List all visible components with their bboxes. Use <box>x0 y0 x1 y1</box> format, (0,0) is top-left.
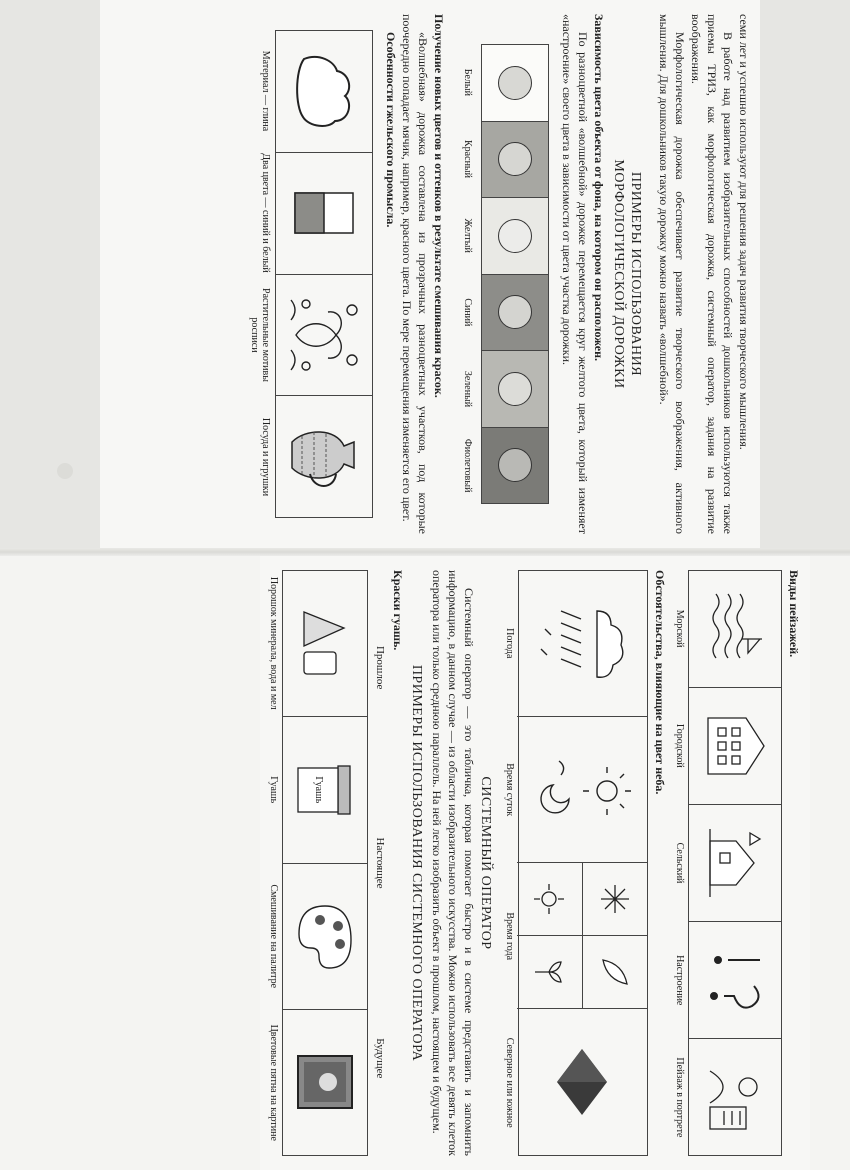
paragraph-colour-path: По разноцветной «волшебной» дорожке перемещается круг желтого цвета, который изменяет «настроение» своего цвета в зависимости от цвета участка дорожки. <box>560 14 590 534</box>
title-line-2: МОРФОЛОГИЧЕСКОЙ ДОРОЖКИ <box>611 159 626 389</box>
heading-gzhel: Особенности гжельского промысла. <box>384 32 398 228</box>
palette-icon <box>283 864 367 1010</box>
bottom-page-content <box>260 556 810 1170</box>
top-page <box>100 0 760 548</box>
scan-margin-right <box>760 0 850 548</box>
gzhel-caption: Два цвета — синий и белый <box>260 153 271 273</box>
gouache-caption: Гуашь <box>268 776 279 804</box>
village-icon <box>689 805 781 922</box>
sky-pictures <box>518 570 648 1156</box>
colour-strip <box>481 44 549 504</box>
gzhel-caption: Материал — глина <box>260 50 271 132</box>
north-south-icon <box>517 1009 647 1155</box>
time-label-future: Будущее <box>374 1038 386 1079</box>
jar-label: Гуашь <box>313 776 324 804</box>
gzhel-pictures <box>275 30 373 518</box>
circle-icon <box>498 142 532 176</box>
gouache-table <box>268 570 368 1156</box>
landscape-caption: Настроение <box>674 955 685 1006</box>
painting-icon <box>283 1010 367 1155</box>
jug-icon <box>276 396 372 517</box>
gouache-caption: Порошок минерала, вода и мел <box>268 576 279 710</box>
top-page-content <box>100 0 760 548</box>
page-fold <box>0 548 850 556</box>
colour-label: Синий <box>462 298 473 327</box>
landscape-caption: Морской <box>674 609 685 648</box>
gouache-jar-icon <box>283 717 367 863</box>
weather-icon <box>517 571 647 717</box>
time-label-past: Прошлое <box>374 645 386 690</box>
section-title <box>610 14 644 534</box>
landscape-caption: Сельский <box>674 842 685 884</box>
floral-pattern-icon <box>276 275 372 397</box>
sky-caption: Время года <box>504 912 515 961</box>
scan-margin-left <box>0 0 100 548</box>
colour-label: Белый <box>462 68 473 96</box>
sky-captions <box>504 570 515 1156</box>
paragraph-morph: Морфологическая дорожка обеспечивает развитие творческого воображения, активного мышления. Для дошкольников такую дорожку можно назвать «волшебной». <box>657 14 687 534</box>
seasons-grid <box>517 863 647 1008</box>
title-line-1: ПРИМЕРЫ ИСПОЛЬЗОВАНИЯ <box>628 171 643 377</box>
colour-label: Красный <box>462 140 473 178</box>
gouache-caption: Смешивание на палитре <box>268 884 279 989</box>
landscape-captions <box>674 570 685 1156</box>
spring-icon <box>517 936 582 1009</box>
paragraph-triz: В работе над развитием изобразительных способностей дошкольников используются также приемы ТРИЗ, как морфологическая дорожка, системный оператор, задания на развитие воображения. <box>689 14 735 534</box>
powder-icon <box>283 571 367 717</box>
time-labels <box>372 570 388 1156</box>
path-cell-white <box>482 45 548 122</box>
heading-landscapes: Виды пейзажей. <box>787 570 801 658</box>
heading-mixing: Получение новых цветов и оттенков в результате смешивания красок. <box>432 14 446 398</box>
path-cell-green <box>482 351 548 428</box>
circle-icon <box>498 372 532 406</box>
operator-paragraph: Системный оператор — это табличка, которая помогает быстро и в системе представить и запомнить информацию, в данном случае — из области изобразительного искусства. Можно использовать все девять клеток оператора или только среднюю параллель. На ней легко изобразить объект в прошлом, настоящем и будущем. <box>430 570 476 1156</box>
bottom-page <box>260 556 810 1170</box>
paragraph-mixing: «Волшебная» дорожка составлена из прозрачных разноцветных участков, под которые поочередно попадает мячик, например, красного цвета. По мере перемещения изменяется его цвет. <box>400 14 430 534</box>
autumn-icon <box>582 936 647 1009</box>
intro-text: семи лет и успешно используют для решения задач развития творческого мышления. <box>737 14 751 450</box>
circle-icon <box>498 295 532 329</box>
colour-label: Желтый <box>462 218 473 253</box>
summer-icon <box>517 863 582 936</box>
heading-sky: Обстоятельства, влияющие на цвет неба. <box>653 570 667 795</box>
sky-caption: Северное или южное <box>504 1037 515 1128</box>
time-of-day-icon <box>517 717 647 863</box>
gzhel-caption: Посуда и игрушки <box>260 417 271 497</box>
mood-icon <box>689 922 781 1039</box>
gouache-caption: Цветовые пятна на картине <box>268 1024 279 1141</box>
heading-color-dependence: Зависимость цвета объекта от фона, на котором он расположен. <box>592 14 606 361</box>
landscape-table <box>674 570 782 1156</box>
gouache-captions <box>268 570 279 1156</box>
landscape-caption: Пейзаж в портрете <box>674 1057 685 1138</box>
path-cell-red <box>482 122 548 199</box>
two-colours-icon <box>276 153 372 275</box>
sky-table <box>504 570 648 1156</box>
sea-icon <box>689 571 781 688</box>
path-cell-yellow <box>482 198 548 275</box>
punch-hole <box>57 463 73 479</box>
operator-title: СИСТЕМНЫЙ ОПЕРАТОР <box>478 776 493 950</box>
colour-labels <box>459 44 475 504</box>
gzhel-table <box>249 30 373 518</box>
sky-caption: Время суток <box>504 763 515 817</box>
colour-label: Фиолетовый <box>462 438 473 493</box>
circle-icon <box>498 66 532 100</box>
portrait-landscape-icon <box>689 1039 781 1155</box>
path-cell-violet <box>482 428 548 504</box>
examples-title: ПРИМЕРЫ ИСПОЛЬЗОВАНИЯ СИСТЕМНОГО ОПЕРАТОРА <box>409 664 424 1062</box>
gzhel-captions <box>249 30 271 518</box>
gouache-pictures <box>282 570 368 1156</box>
landscape-pictures <box>688 570 782 1156</box>
city-icon <box>689 688 781 805</box>
colour-label: Зеленый <box>462 370 473 408</box>
winter-icon <box>582 863 647 936</box>
magic-path <box>459 44 549 504</box>
gzhel-caption: Растительные мотивы росписи <box>249 288 271 382</box>
clay-icon <box>276 31 372 153</box>
time-label-present: Настоящее <box>374 837 386 889</box>
circle-icon <box>498 219 532 253</box>
sky-caption: Погода <box>504 628 515 659</box>
landscape-caption: Городской <box>674 723 685 768</box>
circle-icon <box>498 448 532 482</box>
heading-gouache: Краски гуашь. <box>391 570 405 651</box>
path-cell-blue <box>482 275 548 352</box>
seasons-icon <box>517 863 647 1009</box>
